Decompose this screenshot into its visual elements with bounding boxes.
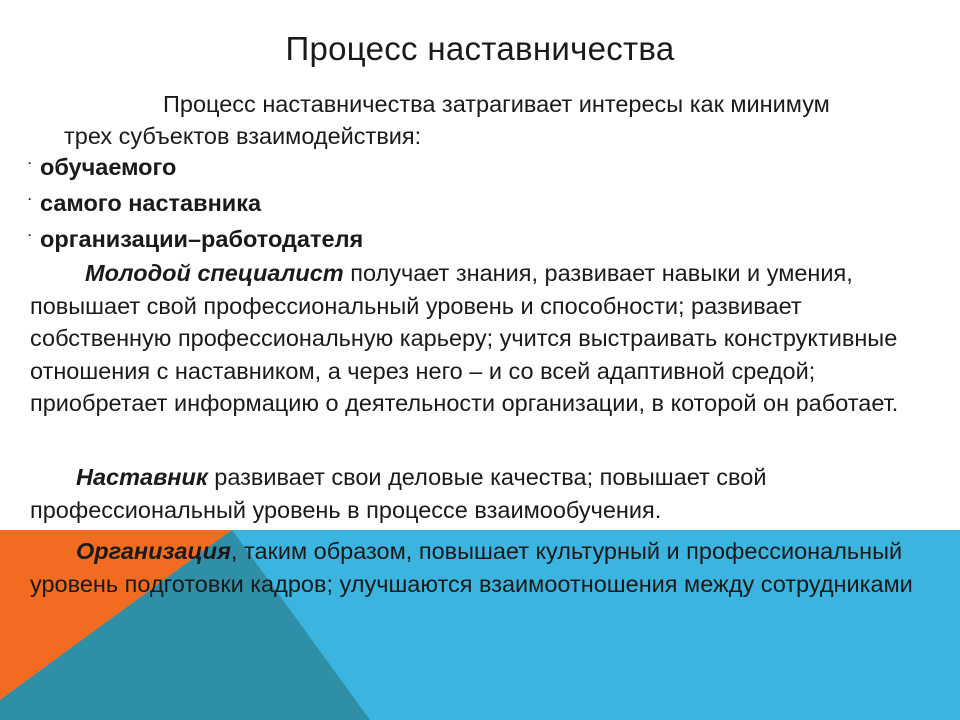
paragraph-organization <box>30 535 935 600</box>
bullet-dot-icon: · <box>28 156 32 170</box>
term-mentor: Наставник <box>76 464 208 490</box>
bullet-item <box>28 151 363 187</box>
bullet-list <box>28 151 363 259</box>
paragraph-mentor <box>30 461 935 526</box>
bullet-dot-icon: · <box>28 228 32 242</box>
paragraph-indent <box>30 464 76 490</box>
intro-text <box>30 88 935 152</box>
bullet-item <box>28 187 363 223</box>
slide-title: Процесс наставничества <box>285 30 675 67</box>
bullet-label: обучаемого <box>40 154 177 180</box>
intro-line-2: трех субъектов взаимодействия: <box>64 123 422 149</box>
paragraph-young-specialist <box>30 257 935 420</box>
bullet-label: организации–работодателя <box>40 226 364 252</box>
paragraph-indent <box>30 260 85 286</box>
bullet-dot-icon: · <box>28 192 32 206</box>
paragraph-indent <box>30 538 76 564</box>
term-young-specialist: Молодой специалист <box>85 260 344 286</box>
paragraph-text: получает знания, развивает навыки и умения, повышает свой профессиональный уровень и способности; развивает собственную профессиональную карьеру; учится выстраивать конструктивные отношения с наставником, а через него – и со всей адаптивной средой; приобретает информацию о деятельности организации, в которой он работает. <box>30 260 899 416</box>
bullet-item <box>28 223 363 259</box>
paragraph-text: развивает свои деловые качества; повышает свой профессиональный уровень в процессе взаимообучения. <box>30 464 767 523</box>
paragraph-text: , таким образом, повышает культурный и профессиональный уровень подготовки кадров; улучшаются взаимоотношения между сотрудниками <box>30 538 913 597</box>
term-organization: Организация <box>76 538 231 564</box>
intro-line-1: Процесс наставничества затрагивает интересы как минимум <box>163 91 830 117</box>
bullet-label: самого наставника <box>40 190 262 216</box>
